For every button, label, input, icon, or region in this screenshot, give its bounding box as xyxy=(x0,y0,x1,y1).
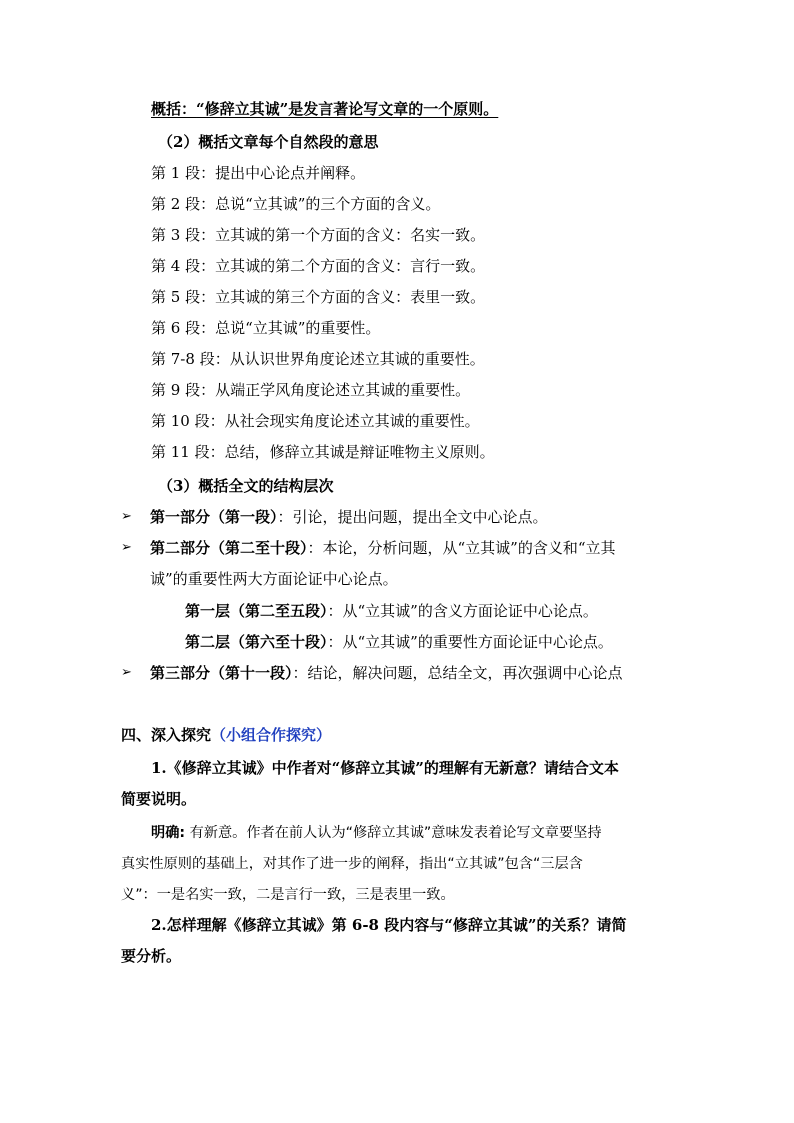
answer-1-line-2: 真实性原则的基础上，对其作了进一步的阐释，指出“立其诚”包含“三层含 xyxy=(121,856,583,872)
paragraph-summary-9: 第 10 段：从社会现实角度论述立其诚的重要性。 xyxy=(151,412,480,430)
paragraph-summary-4: 第 4 段：立其诚的第二个方面的含义：言行一致。 xyxy=(151,257,486,275)
layer-2-text: ：从“立其诚”的重要性方面论证中心论点。 xyxy=(327,633,613,651)
summary-label: 概括： xyxy=(151,100,197,118)
part-3-label: 第三部分（第十一段） xyxy=(150,664,293,682)
part-3-text: ：结论，解决问题，总结全文，再次强调中心论点 xyxy=(292,664,623,682)
paragraph-summary-1: 第 1 段：提出中心论点并阐释。 xyxy=(151,164,366,182)
question-2-line-2: 要分析。 xyxy=(121,947,182,965)
question-1-line-1: 1.《修辞立其诚》中作者对“修辞立其诚”的理解有无新意？请结合文本 xyxy=(151,759,619,777)
layer-1-text: ：从“立其诚”的含义方面论证中心论点。 xyxy=(327,602,598,620)
summary-line xyxy=(151,98,498,120)
paragraph-summary-5: 第 5 段：立其诚的第三个方面的含义：表里一致。 xyxy=(151,288,486,306)
question-1-line-2: 简要说明。 xyxy=(121,790,197,808)
paragraph-summary-6: 第 6 段：总说“立其诚”的重要性。 xyxy=(151,319,381,337)
part-2-text: ：本论，分析问题，从“立其诚”的含义和“立其 xyxy=(307,539,616,557)
section-4-note: （小组合作探究） xyxy=(211,726,332,744)
part-1-text: ：引论，提出问题，提出全文中心论点。 xyxy=(277,508,548,526)
section-2-heading: （2）概括文章每个自然段的意思 xyxy=(158,133,379,151)
bullet-arrow-icon: ➢ xyxy=(121,665,132,680)
bullet-arrow-icon: ➢ xyxy=(121,540,132,555)
paragraph-summary-2: 第 2 段：总说“立其诚”的三个方面的含义。 xyxy=(151,195,441,213)
section-4-title: 四、深入探究 xyxy=(121,726,212,744)
answer-1-label: 明确: xyxy=(151,825,186,841)
bullet-arrow-icon: ➢ xyxy=(121,509,132,524)
paragraph-summary-7: 第 7-8 段：从认识世界角度论述立其诚的重要性。 xyxy=(151,350,485,368)
paragraph-summary-8: 第 9 段：从端正学风角度论述立其诚的重要性。 xyxy=(151,381,471,399)
structure-part-3 xyxy=(150,662,623,684)
answer-1-line-3: 义”：一是名实一致，二是言行一致，三是表里一致。 xyxy=(121,887,455,903)
part-1-label: 第一部分（第一段） xyxy=(150,508,278,526)
structure-part-1 xyxy=(150,506,548,528)
summary-text: “修辞立其诚”是发言著论写文章的一个原则。 xyxy=(196,100,499,118)
part-2-label: 第二部分（第二至十段） xyxy=(150,539,308,557)
structure-layer-1 xyxy=(185,600,598,622)
section-4-heading xyxy=(121,724,331,746)
answer-1-text: 有新意。作者在前人认为“修辞立其诚”意味发表着论写文章要坚持 xyxy=(189,825,602,841)
section-3-heading: （3）概括全文的结构层次 xyxy=(158,477,334,495)
paragraph-summary-3: 第 3 段：立其诚的第一个方面的含义：名实一致。 xyxy=(151,226,486,244)
layer-2-label: 第二层（第六至十段） xyxy=(185,633,328,651)
answer-1-line-1 xyxy=(151,822,602,844)
question-2-line-1: 2.怎样理解《修辞立其诚》第 6-8 段内容与“修辞立其诚”的关系？请简 xyxy=(151,916,627,934)
structure-part-2 xyxy=(150,537,616,559)
layer-1-label: 第一层（第二至五段） xyxy=(185,602,328,620)
paragraph-summary-10: 第 11 段：总结，修辞立其诚是辩证唯物主义原则。 xyxy=(151,443,495,461)
structure-part-2-cont: 诚”的重要性两大方面论证中心论点。 xyxy=(150,570,398,588)
structure-layer-2 xyxy=(185,631,613,653)
